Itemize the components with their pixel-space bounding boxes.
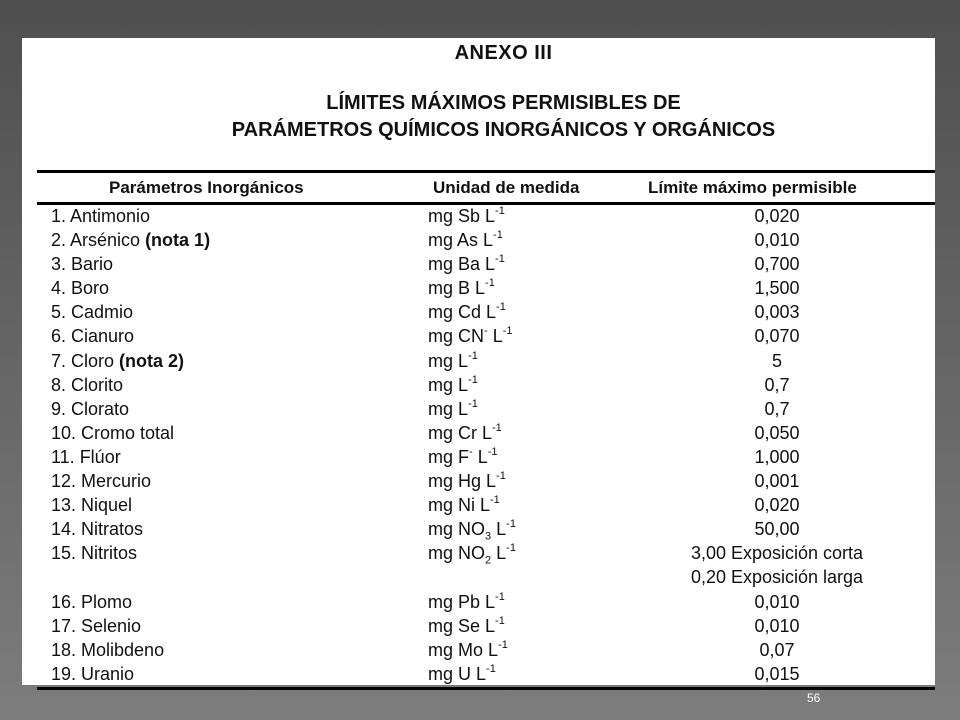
table-row	[37, 398, 935, 422]
unit-of-measure: mg Se $L^{-1}$	[428, 614, 505, 636]
table-row	[37, 446, 935, 470]
table-row	[37, 639, 935, 663]
limit-value: 0,010	[754, 591, 800, 612]
parameter-name	[51, 495, 132, 516]
limit-value: 0,700	[754, 254, 800, 275]
page-number: 56	[807, 691, 821, 705]
table-bottom-rule	[37, 687, 935, 690]
table-row	[37, 350, 935, 374]
parameter-name	[51, 399, 129, 420]
parameter-name	[51, 423, 174, 444]
unit-of-measure: mg Ni $L^{-1}$	[428, 494, 500, 516]
parameter-name	[51, 543, 137, 564]
unit-of-measure: mg $L^{-1}$	[428, 397, 478, 419]
parameter-name	[51, 471, 151, 492]
table-row	[37, 518, 935, 542]
limits-table	[37, 170, 935, 690]
parameter-label: 11. Flúor	[51, 446, 121, 467]
parameter-label: 12. Mercurio	[51, 471, 152, 492]
parameter-name	[51, 664, 134, 685]
parameter-name	[51, 640, 164, 661]
unit-of-measure: mg F- $L^{-1}$	[428, 445, 498, 467]
table-row	[37, 229, 935, 253]
unit-of-measure: mg $L^{-1}$	[428, 373, 478, 395]
parameter-label: 13. Niquel	[51, 495, 133, 516]
limit-value: 0,001	[754, 471, 800, 492]
limit-value: 5	[771, 350, 782, 371]
limit-value: 50,00	[754, 519, 800, 540]
limit-value: 0,7	[764, 398, 790, 419]
table-row	[37, 494, 935, 518]
parameter-label: 9. Clorato	[51, 398, 130, 419]
title-line-1: LÍMITES MÁXIMOS PERMISIBLES DE	[326, 92, 681, 114]
parameter-name	[51, 519, 143, 540]
parameter-label: 1. Antimonio	[51, 206, 151, 226]
parameter-label: 10. Cromo total	[51, 422, 175, 443]
limit-value: 0,070	[754, 326, 800, 347]
parameter-label: 4. Boro	[51, 278, 110, 299]
limit-value: 0,015	[754, 663, 800, 684]
slide-page	[22, 38, 935, 685]
limit-value: 0,7	[764, 374, 790, 395]
unit-of-measure: mg U $L^{-1}$	[428, 662, 496, 684]
unit-of-measure: mg $NO_3$ $L^{-1}$	[428, 518, 516, 543]
parameter-label: 2. Arsénico	[51, 230, 146, 251]
unit-of-measure: mg Mo $L^{-1}$	[428, 638, 508, 660]
limit-value: 0,010	[754, 230, 800, 251]
table-row	[37, 591, 935, 615]
table-row	[37, 253, 935, 277]
unit-of-measure: mg Cd $L^{-1}$	[428, 301, 506, 323]
parameter-name	[51, 254, 113, 275]
parameter-label: 19. Uranio	[51, 663, 135, 684]
unit-of-measure: mg $L^{-1}$	[428, 349, 478, 371]
limit-value: 0,050	[754, 422, 800, 443]
table-row	[37, 205, 935, 229]
unit-of-measure: mg Ba $L^{-1}$	[428, 253, 505, 275]
table-row	[37, 325, 935, 349]
parameter-note: (nota 1)	[145, 230, 211, 251]
parameter-name	[51, 278, 109, 299]
parameter-name	[51, 592, 132, 613]
table-row	[37, 301, 935, 325]
limit-value: 0,07	[759, 639, 795, 660]
parameter-name	[51, 447, 121, 468]
limit-value: 0,020	[754, 206, 800, 226]
parameter-name	[51, 616, 141, 637]
parameter-name	[51, 206, 150, 227]
parameter-label: 5. Cadmio	[51, 302, 134, 323]
parameter-label: 17. Selenio	[51, 615, 142, 636]
parameter-label: 16. Plomo	[51, 591, 133, 612]
unit-of-measure: mg As $L^{-1}$	[428, 229, 503, 251]
limit-value: 1,000	[754, 446, 800, 467]
limit-value: 1,500	[754, 278, 800, 299]
parameter-label: 18. Molibdeno	[51, 639, 165, 660]
limit-value: 0,003	[754, 302, 800, 323]
parameter-name	[51, 326, 134, 347]
parameter-label: 3. Bario	[51, 254, 114, 275]
limit-value: 3,00 Exposición corta 0,20 Exposición larga	[690, 543, 864, 588]
header-unit: Unidad de medida	[433, 178, 580, 197]
header-limit: Límite máximo permisible	[648, 178, 857, 197]
header-parameter: Parámetros Inorgánicos	[109, 178, 304, 197]
table-row	[37, 663, 935, 687]
unit-of-measure: mg Pb $L^{-1}$	[428, 590, 505, 612]
unit-of-measure: mg CN- $L^{-1}$	[428, 325, 513, 347]
unit-of-measure: mg Cr $L^{-1}$	[428, 421, 502, 443]
table-header	[37, 173, 935, 202]
annex-heading: ANEXO III	[454, 42, 553, 64]
unit-of-measure: mg Hg $L^{-1}$	[428, 470, 506, 492]
unit-of-measure: mg Sb $L^{-1}$	[428, 205, 505, 226]
limit-value: 0,020	[754, 495, 800, 516]
title-line-2: PARÁMETROS QUÍMICOS INORGÁNICOS Y ORGÁNICOS	[231, 119, 776, 141]
parameter-name	[51, 230, 210, 251]
table-row	[37, 277, 935, 301]
parameter-label: 14. Nitratos	[51, 519, 144, 540]
table-row	[37, 374, 935, 398]
parameter-label: 15. Nitritos	[51, 543, 138, 564]
table-row	[37, 542, 935, 590]
parameter-label: 8. Clorito	[51, 374, 124, 395]
parameter-label: 7. Cloro	[51, 350, 120, 371]
table-row	[37, 615, 935, 639]
parameter-name	[51, 375, 123, 396]
table-row	[37, 422, 935, 446]
parameter-label: 6. Cianuro	[51, 326, 135, 347]
unit-of-measure: mg B $L^{-1}$	[428, 277, 495, 299]
parameter-name	[51, 351, 184, 372]
parameter-note: (nota 2)	[119, 350, 185, 371]
limit-value: 0,010	[754, 615, 800, 636]
table-body	[37, 205, 935, 687]
parameter-name	[51, 302, 133, 323]
table-row	[37, 470, 935, 494]
unit-of-measure: mg $NO_2$ $L^{-1}$	[428, 542, 516, 567]
